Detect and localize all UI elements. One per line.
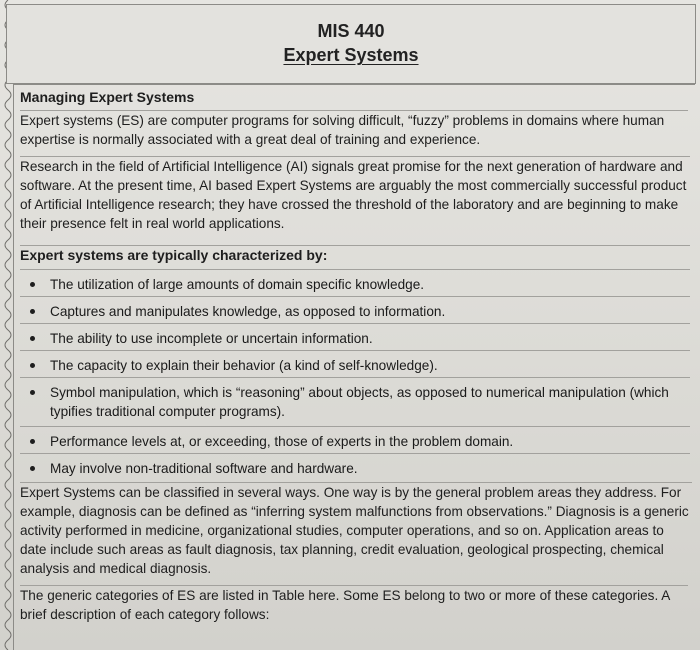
bullet-dot-icon bbox=[30, 439, 35, 444]
document-header bbox=[6, 4, 696, 84]
list-item-text: Performance levels at, or exceeding, those of experts in the problem domain. bbox=[50, 434, 514, 449]
list-item-text: The utilization of large amounts of domain specific knowledge. bbox=[50, 277, 425, 292]
list-item bbox=[20, 377, 690, 426]
bullet-dot-icon bbox=[30, 390, 35, 395]
list-item bbox=[20, 453, 690, 480]
bullet-dot-icon bbox=[30, 282, 35, 287]
list-item-text: The capacity to explain their behavior (a kind of self-knowledge). bbox=[50, 358, 438, 373]
content-body bbox=[13, 84, 695, 650]
bullet-dot-icon bbox=[30, 309, 35, 314]
paragraph-classification: Expert Systems can be classified in several ways. One way is by the general problem areas they address. For example, diagnosis can be defined as “inferring system malfunctions from observations.” Diagnosis is a generic activity performed in medicine, organizational studies, computer operations, and so on. Application areas to date include such areas as fault diagnosis, tax planning, credit evaluation, geological prospecting, chemical analysis and medical diagnosis. bbox=[20, 482, 692, 578]
characteristics-heading: Expert systems are typically characterized by: bbox=[20, 245, 690, 265]
list-item bbox=[20, 350, 690, 377]
subject-title: Expert Systems bbox=[283, 45, 419, 65]
bullet-dot-icon bbox=[30, 363, 35, 368]
list-item-text: The ability to use incomplete or uncertain information. bbox=[50, 331, 373, 346]
list-item-text: May involve non-traditional software and hardware. bbox=[50, 461, 358, 476]
section-heading: Managing Expert Systems bbox=[20, 89, 195, 105]
bullet-dot-icon bbox=[30, 336, 35, 341]
list-item-text: Symbol manipulation, which is “reasoning” about objects, as opposed to numerical manipulation (which typifies traditional computer programs). bbox=[50, 385, 669, 419]
list-item bbox=[20, 426, 690, 453]
list-item bbox=[20, 323, 690, 350]
paragraph-categories: The generic categories of ES are listed in Table here. Some ES belong to two or more of these categories. A brief description of each category follows: bbox=[20, 585, 688, 624]
paragraph-research: Research in the field of Artificial Intelligence (AI) signals great promise for the next generation of hardware and software. At the present time, AI based Expert Systems are arguably the most commercially successful product of Artificial Intelligence research; they have crossed the threshold of the laboratory and are beginning to make their presence felt in real world applications. bbox=[20, 156, 690, 233]
course-title: MIS 440 bbox=[317, 21, 385, 41]
list-item bbox=[20, 296, 690, 323]
list-item-text: Captures and manipulates knowledge, as opposed to information. bbox=[50, 304, 446, 319]
bullet-dot-icon bbox=[30, 466, 35, 471]
paragraph-definition: Expert systems (ES) are computer programs for solving difficult, “fuzzy” problems in domains where human expertise is normally associated with a great deal of training and experience. bbox=[20, 110, 688, 149]
list-item bbox=[20, 269, 690, 296]
